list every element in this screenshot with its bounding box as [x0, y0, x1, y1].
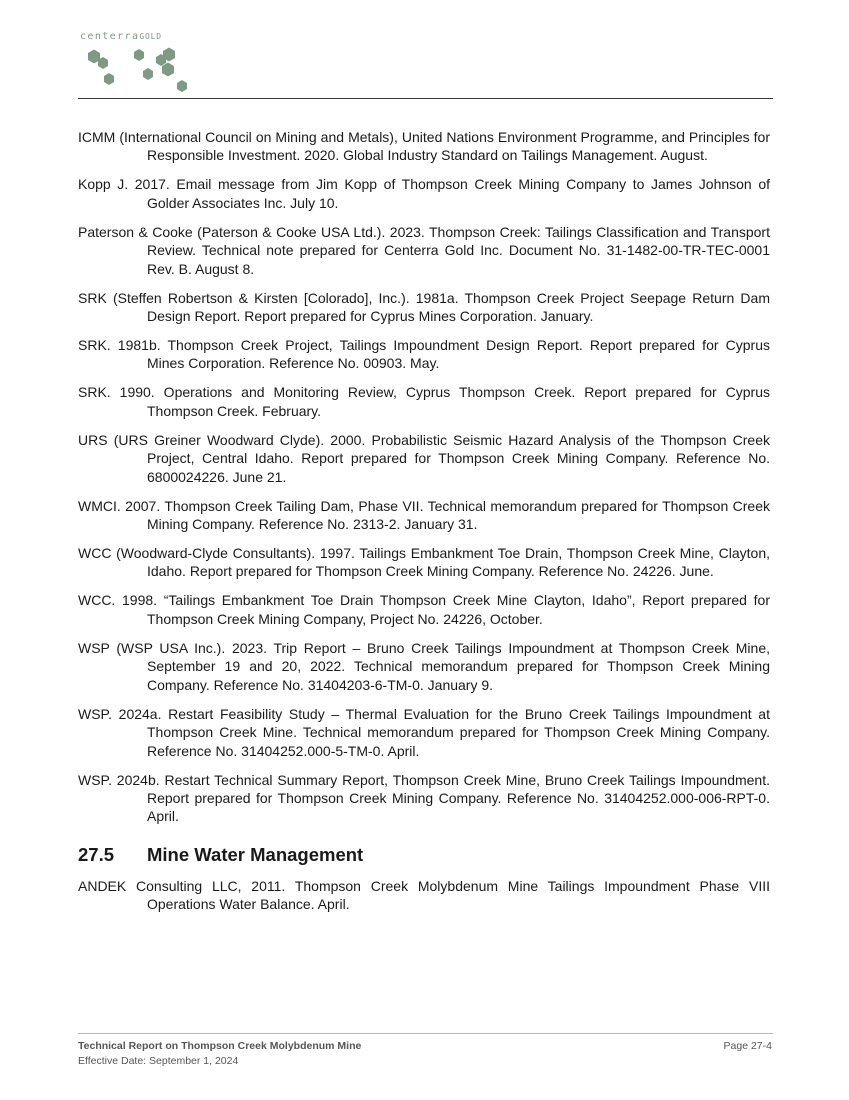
header-divider: [78, 98, 773, 99]
footer-effective-date: Effective Date: September 1, 2024: [78, 1055, 239, 1067]
reference-item: ANDEK Consulting LLC, 2011. Thompson Creek Molybdenum Mine Tailings Impoundment Phase VIII Operations Water Balance. April.: [78, 877, 770, 913]
reference-item: Paterson & Cooke (Paterson & Cooke USA Ltd.). 2023. Thompson Creek: Tailings Classification and Transport Review. Technical note prepared for Centerra Gold Inc. Document No. 31-1482-00-TR-TEC-0001 Rev. B. August 8.: [78, 223, 770, 277]
reference-item: Kopp J. 2017. Email message from Jim Kopp of Thompson Creek Mining Company to James Johnson of Golder Associates Inc. July 10.: [78, 176, 770, 211]
reference-item: WCC (Woodward-Clyde Consultants). 1997. Tailings Embankment Toe Drain, Thompson Creek Mine, Clayton, Idaho. Report prepared for Thompson Creek Mining Company. Reference No. 24226. June.: [78, 545, 770, 580]
footer-divider: [78, 1033, 773, 1034]
document-body: [78, 128, 770, 924]
company-logo-text: centerraGOLD: [80, 31, 162, 42]
page-header: [78, 28, 773, 100]
reference-item: WCC. 1998. “Tailings Embankment Toe Drain Thompson Creek Mine Clayton, Idaho”, Report prepared for Thompson Creek Mining Company, Project No. 24226, October.: [78, 592, 770, 627]
reference-item: WSP (WSP USA Inc.). 2023. Trip Report – Bruno Creek Tailings Impoundment at Thompson Creek Mine, September 19 and 20, 2022. Technical memorandum prepared for Thompson Creek Mining Company. Reference No. 31404203-6-TM-0. January 9.: [78, 639, 770, 693]
reference-item: SRK. 1990. Operations and Monitoring Review, Cyprus Thompson Creek. Report prepared for Cyprus Thompson Creek. February.: [78, 384, 770, 419]
reference-item: SRK (Steffen Robertson & Kirsten [Colorado], Inc.). 1981a. Thompson Creek Project Seepage Return Dam Design Report. Report prepared for Cyprus Mines Corporation. January.: [78, 289, 770, 325]
section-heading: [78, 844, 770, 866]
footer-report-title: Technical Report on Thompson Creek Molybdenum Mine: [78, 1040, 362, 1052]
reference-item: WSP. 2024a. Restart Feasibility Study – Thermal Evaluation for the Bruno Creek Tailings Impoundment at Thompson Creek Mine. Technical memorandum prepared for Thompson Creek Mining Company. Reference No. 31404252.000-5-TM-0. April.: [78, 705, 770, 759]
section-number: 27.5: [78, 843, 115, 865]
section-title: Mine Water Management: [147, 843, 364, 865]
reference-item: SRK. 1981b. Thompson Creek Project, Tailings Impoundment Design Report. Report prepared for Cyprus Mines Corporation. Reference No. 00903. May.: [78, 337, 770, 372]
reference-item: ICMM (International Council on Mining and Metals), United Nations Environment Programme, and Principles for Responsible Investment. 2020. Global Industry Standard on Tailings Management. August.: [78, 129, 770, 164]
reference-item: WMCI. 2007. Thompson Creek Tailing Dam, Phase VII. Technical memorandum prepared for Thompson Creek Mining Company. Reference No. 2313-2. January 31.: [78, 497, 770, 533]
company-logo-icon: [78, 44, 198, 96]
reference-item: URS (URS Greiner Woodward Clyde). 2000. Probabilistic Seismic Hazard Analysis of the Thompson Creek Project, Central Idaho. Report prepared for Thompson Creek Mining Company. Reference No. 6800024226. June 21.: [78, 431, 770, 485]
page-number: Page 27-4: [723, 1040, 772, 1052]
reference-item: WSP. 2024b. Restart Technical Summary Report, Thompson Creek Mine, Bruno Creek Tailings Impoundment. Report prepared for Thompson Creek Mining Company. Reference No. 31404252.000-006-RPT-0. April.: [78, 771, 770, 825]
